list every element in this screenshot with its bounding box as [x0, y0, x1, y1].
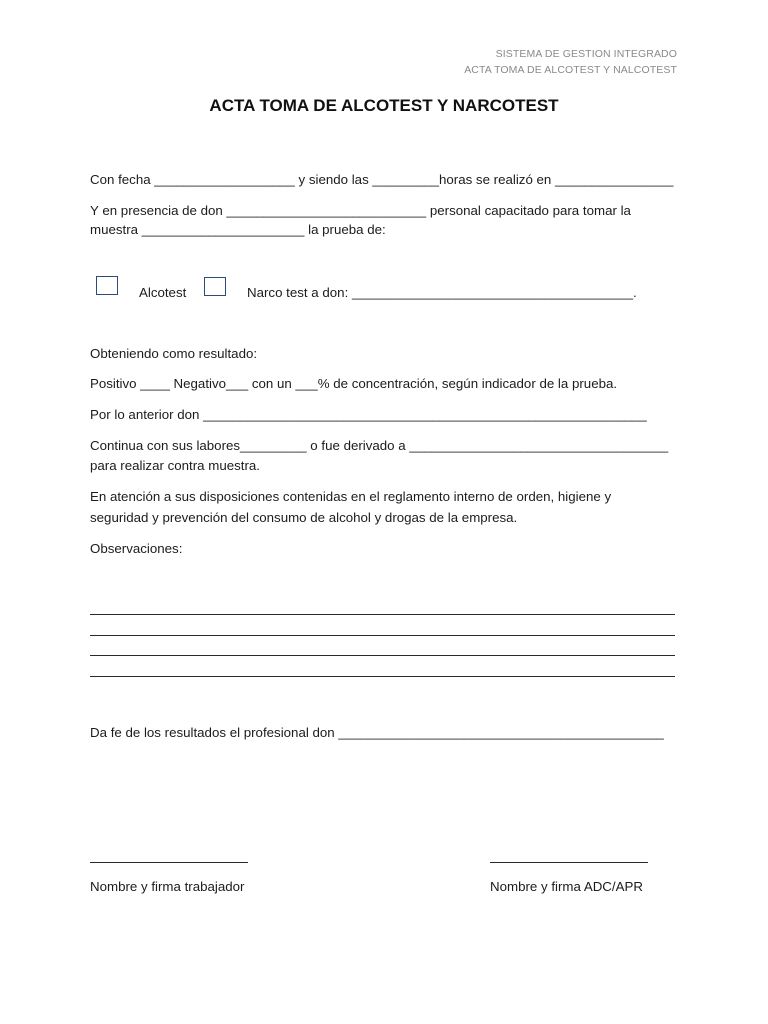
adc-signature-line[interactable]	[490, 862, 648, 863]
professional-line: Da fe de los resultados el profesional don ____________________________________________	[90, 725, 664, 740]
alcotest-label: Alcotest	[139, 285, 187, 300]
document-title: ACTA TOMA DE ALCOTEST Y NARCOTEST	[209, 96, 559, 115]
worker-signature-label: Nombre y firma trabajador	[90, 879, 245, 894]
observations-line[interactable]	[90, 614, 675, 615]
result-intro: Obteniendo como resultado:	[90, 346, 258, 361]
date-time-line: Con fecha ___________________ y siendo las _________horas se realizó en ________________	[90, 172, 674, 187]
presence-line-2: muestra ______________________ la prueba de:	[90, 222, 386, 237]
header-system-name: SISTEMA DE GESTION INTEGRADO	[495, 48, 677, 60]
document-header	[464, 46, 677, 78]
narcotest-checkbox[interactable]	[204, 277, 226, 296]
worker-signature-line[interactable]	[90, 862, 248, 863]
observations-label: Observaciones:	[90, 541, 183, 556]
regulation-line-1: En atención a sus disposiciones contenidas en el reglamento interno de orden, higiene y	[90, 489, 612, 504]
observations-line[interactable]	[90, 655, 675, 656]
result-line: Positivo ____ Negativo___ con un ___% de concentración, según indicador de la prueba.	[90, 376, 618, 391]
continues-line-1: Continua con sus labores_________ o fue derivado a ___________________________________	[90, 438, 669, 453]
alcotest-checkbox[interactable]	[96, 276, 118, 295]
regulation-line-2: seguridad y prevención del consumo de alcohol y drogas de la empresa.	[90, 510, 518, 525]
continues-line-2: para realizar contra muestra.	[90, 458, 260, 473]
adc-signature-label: Nombre y firma ADC/APR	[490, 879, 643, 894]
presence-line-1: Y en presencia de don ___________________________ personal capacitado para tomar la	[90, 203, 631, 218]
observations-line[interactable]	[90, 676, 675, 677]
narcotest-label: Narco test a don: ______________________________________.	[247, 285, 637, 300]
observations-line[interactable]	[90, 635, 675, 636]
therefore-line: Por lo anterior don ____________________________________________________________	[90, 407, 647, 422]
header-document-name: ACTA TOMA DE ALCOTEST Y NALCOTEST	[464, 64, 677, 76]
